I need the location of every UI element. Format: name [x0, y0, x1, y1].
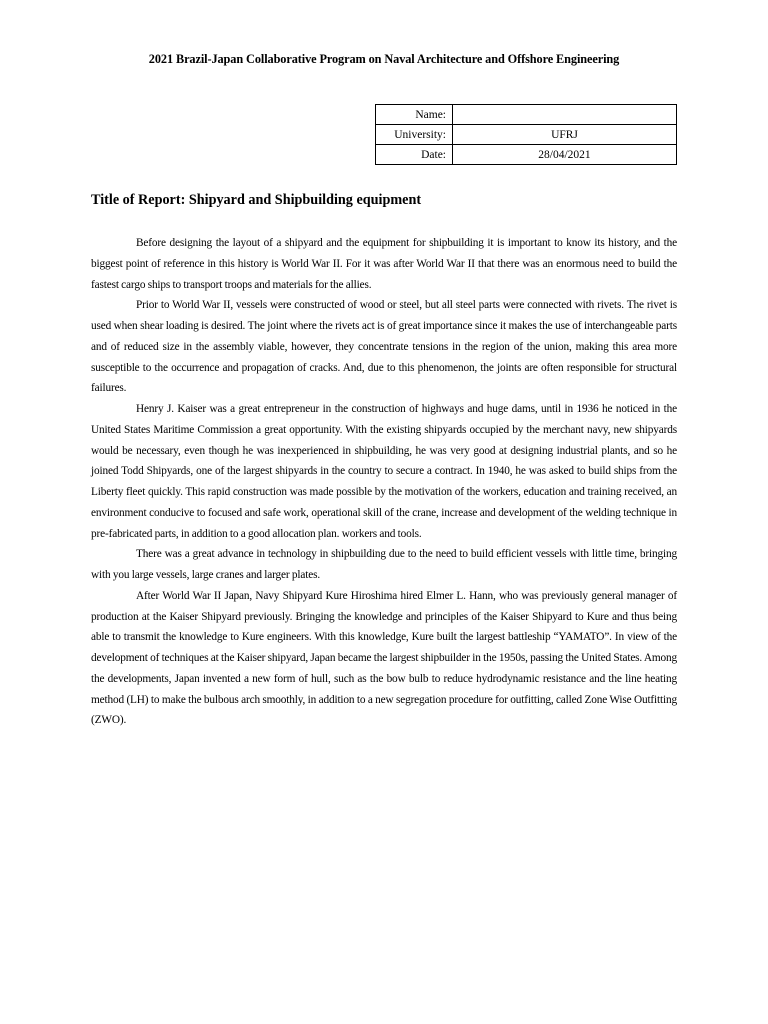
paragraph: Henry J. Kaiser was a great entrepreneur in the construction of highways and huge dams, until in 1936 he noticed in the United States Maritime Commission a great opportunity. With the existing shipyards occupied by the merchant navy, new shipyards would be necessary, even though he was inexperienced in shipbuilding, he was very good at designing industrial plants, and so he joined Todd Shipyards, one of the largest shipyards in the country to secure a contract. In 1940, he was asked to build ships from the Liberty fleet quickly. This rapid construction was made possible by the motivation of the workers, education and training received, an environment conducive to focused and safe work, operational skill of the crane, increase and development of the welding technique in pre-fabricated parts, in addition to a good allocation plan. workers and tools. — [91, 403, 677, 540]
date-label: Date: — [376, 145, 453, 165]
paragraph: There was a great advance in technology in shipbuilding due to the need to build efficient vessels with little time, bringing with you large vessels, large cranes and larger plates. — [91, 548, 677, 581]
name-label: Name: — [376, 105, 453, 125]
university-value: UFRJ — [453, 125, 677, 145]
paragraph: After World War II Japan, Navy Shipyard Kure Hiroshima hired Elmer L. Hann, who was previously general manager of production at the Kaiser Shipyard previously. Bringing the knowledge and principles of the Kaiser Shipyard to Kure and thus being able to transmit the knowledge to Kure engineers. With this knowledge, Kure built the largest battleship “YAMATO”. In view of the development of techniques at the Kaiser shipyard, Japan became the largest shipbuilder in the 1950s, passing the United States. Among the developments, Japan invented a new form of hull, such as the bow bulb to reduce hydrodynamic resistance and the line heating method (LH) to make the bulbous arch smoothly, in addition to a new segregation procedure for outfitting, called Zone Wise Outfitting (ZWO). — [91, 589, 677, 727]
date-row — [376, 145, 677, 165]
name-value — [453, 105, 677, 125]
paragraph: Prior to World War II, vessels were constructed of wood or steel, but all steel parts were connected with rivets. The rivet is used when shear loading is desired. The joint where the rivets act is of great importance since it makes the use of interchangeable parts and of reduced size in the assembly viable, however, they concentrate tensions in the region of the union, making this area more susceptible to the occurrence and propagation of cracks. And, due to this phenomenon, the joints are often responsible for structural failures. — [91, 299, 677, 395]
date-value: 28/04/2021 — [453, 145, 677, 165]
report-title: Title of Report: Shipyard and Shipbuilding equipment — [91, 192, 422, 208]
report-body — [91, 233, 677, 731]
paragraph: Before designing the layout of a shipyard and the equipment for shipbuilding it is important to know its history, and the biggest point of reference in this history is World War II. For it was after World War II that there was an enormous need to build the fastest cargo ships to transport troops and materials for the allies. — [91, 237, 677, 291]
program-header: 2021 Brazil-Japan Collaborative Program on Naval Architecture and Offshore Engineering — [148, 52, 620, 66]
name-row — [376, 105, 677, 125]
university-label: University: — [376, 125, 453, 145]
info-table — [375, 104, 677, 165]
university-row — [376, 125, 677, 145]
